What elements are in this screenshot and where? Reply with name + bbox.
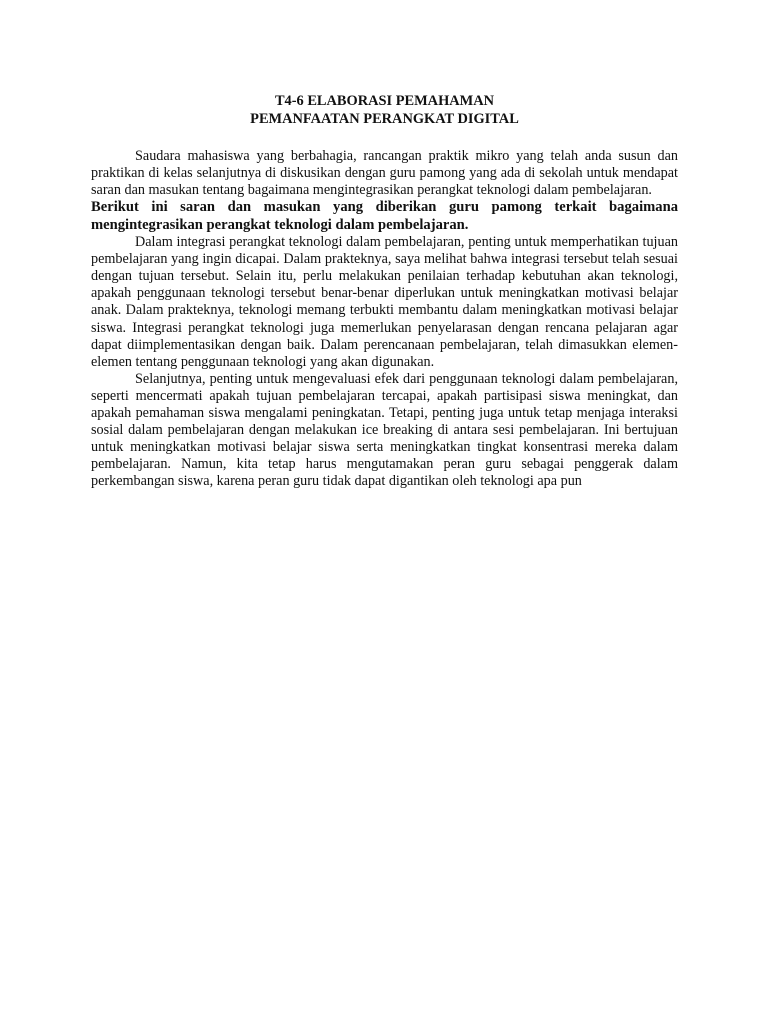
title-block [91, 92, 678, 128]
document-page [91, 92, 678, 491]
question-paragraph: Berikut ini saran dan masukan yang diberikan guru pamong terkait bagaimana mengintegrasikan perangkat teknologi dalam pembelajaran. [91, 199, 678, 233]
answer-paragraph-1: Dalam integrasi perangkat teknologi dalam pembelajaran, penting untuk memperhatikan tujuan pembelajaran yang ingin dicapai. Dalam prakteknya, saya melihat bahwa integrasi tersebut telah sesuai dengan tujuan tersebut. Selain itu, perlu melakukan penilaian terhadap kebutuhan akan teknologi, apakah penggunaan teknologi tersebut benar-benar diperlukan untuk meningkatkan motivasi belajar anak. Dalam prakteknya, teknologi memang terbukti membantu dalam meningkatkan motivasi belajar siswa. Integrasi perangkat teknologi juga memerlukan penyelarasan dengan rencana pelajaran agar dapat diimplementasikan dengan baik. Dalam perencanaan pembelajaran, telah dimasukkan elemen-elemen tentang penggunaan teknologi yang akan digunakan. [91, 234, 678, 370]
intro-paragraph: Saudara mahasiswa yang berbahagia, rancangan praktik mikro yang telah anda susun dan praktikan di kelas selanjutnya di diskusikan dengan guru pamong yang ada di sekolah untuk mendapat saran dan masukan tentang bagaimana mengintegrasikan perangkat teknologi dalam pembelajaran. [91, 148, 678, 199]
answer-paragraph-2: Selanjutnya, penting untuk mengevaluasi efek dari penggunaan teknologi dalam pembelajaran, seperti mencermati apakah tujuan pembelajaran tercapai, apakah partisipasi siswa meningkat, dan apakah pemahaman siswa mengalami peningkatan. Tetapi, penting juga untuk tetap menjaga interaksi sosial dalam pembelajaran dengan melakukan ice breaking di antara sesi pembelajaran. Ini bertujuan untuk meningkatkan motivasi belajar siswa serta meningkatkan tingkat konsentrasi mereka dalam pembelajaran. Namun, kita tetap harus mengutamakan peran guru sebagai penggerak dalam perkembangan siswa, karena peran guru tidak dapat digantikan oleh teknologi apa pun [91, 370, 678, 490]
document-title-line2: PEMANFAATAN PERANGKAT DIGITAL [250, 111, 519, 127]
document-title-line1: T4-6 ELABORASI PEMAHAMAN [274, 93, 495, 109]
